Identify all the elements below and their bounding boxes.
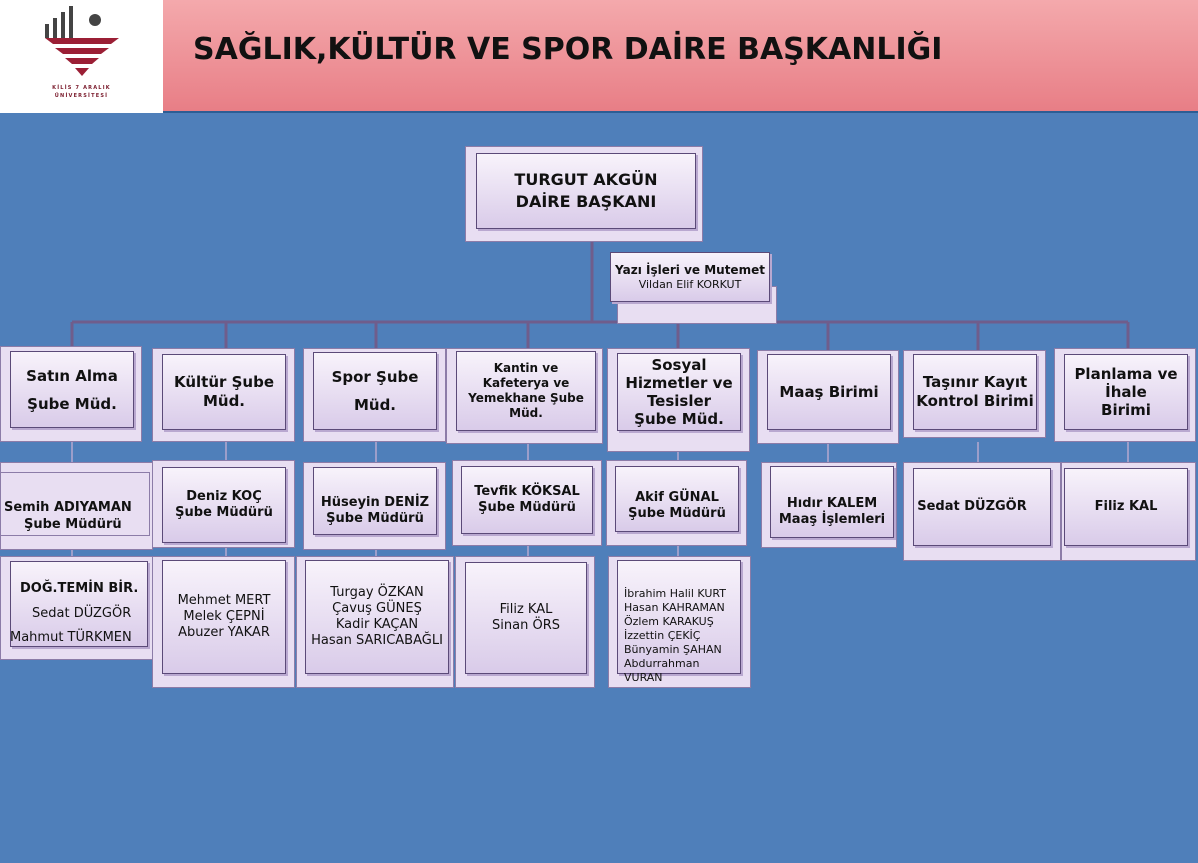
manager-role: Şube Müdürü <box>478 500 576 515</box>
unit-kultur <box>162 354 286 430</box>
staff-unit-title: DOĞ.TEMİN BİR. <box>20 581 139 596</box>
unit-line: Yemekhane Şube <box>468 391 584 405</box>
unit-line: Şube Müd. <box>27 394 117 413</box>
unit-kantin <box>456 351 596 431</box>
unit-line: Spor Şube <box>331 368 419 386</box>
staff-name: Hasan SARICABAĞLI <box>311 633 443 648</box>
manager-box <box>913 468 1051 546</box>
staff-name: Çavuş GÜNEŞ <box>332 601 422 616</box>
secretary-name: Vildan Elif KORKUT <box>638 278 742 291</box>
unit-line: Tesisler <box>646 392 712 410</box>
staff-name: Turgay ÖZKAN <box>330 585 424 600</box>
staff-kantin-box <box>465 562 587 674</box>
manager-name: Tevfik KÖKSAL <box>474 484 580 499</box>
page-title: SAĞLIK,KÜLTÜR VE SPOR DAİRE BAŞKANLIĞI <box>193 32 943 67</box>
staff-name: Abdurrahman <box>624 657 700 670</box>
unit-tasinir <box>913 354 1037 430</box>
unit-line: Taşınır Kayıt <box>922 373 1028 391</box>
staff-name: Bünyamin ŞAHAN <box>624 643 722 656</box>
staff-name: Sedat DÜZGÖR <box>32 606 132 621</box>
manager-box <box>770 466 894 538</box>
manager-box <box>1064 468 1188 546</box>
unit-line: Kantin ve <box>493 361 559 375</box>
unit-spor <box>313 352 437 430</box>
staff-name: Melek ÇEPNİ <box>183 609 265 624</box>
manager-name: Filiz KAL <box>1094 499 1158 514</box>
manager-role: Şube Müdürü <box>175 505 273 520</box>
manager-box <box>461 466 593 534</box>
staff-name: Filiz KAL <box>499 602 553 617</box>
staff-sosyal-list <box>624 587 726 685</box>
manager-box <box>313 467 437 535</box>
unit-line: Kafeterya ve <box>482 376 570 390</box>
manager-box <box>162 467 286 543</box>
secretary-title: Yazı İşleri ve Mutemet <box>615 263 765 277</box>
manager-role: Şube Müdürü <box>326 511 424 526</box>
logo-text-line1: KİLİS 7 ARALIK <box>52 85 111 91</box>
manager-name: Akif GÜNAL <box>635 490 719 505</box>
unit-line: Müd. <box>202 392 246 410</box>
manager-name: Deniz KOÇ <box>186 489 262 504</box>
unit-planlama <box>1064 354 1188 430</box>
staff-name: İbrahim Halil KURT <box>624 587 726 600</box>
staff-name: Mahmut TÜRKMEN <box>10 630 132 645</box>
manager-box <box>615 466 739 532</box>
unit-line: Maaş Birimi <box>779 382 879 401</box>
staff-name: VURAN <box>624 671 663 684</box>
manager-name: Semih ADIYAMAN <box>4 500 132 515</box>
manager-role: Şube Müdürü <box>24 517 122 532</box>
staff-name: Hasan KAHRAMAN <box>624 601 725 614</box>
unit-line: Planlama ve <box>1074 365 1178 383</box>
manager-name: Hıdır KALEM <box>786 496 878 511</box>
unit-sosyal <box>617 353 741 431</box>
staff-spor-box <box>305 560 449 674</box>
staff-name: İzzettin ÇEKİÇ <box>624 629 701 642</box>
manager-name: Hüseyin DENİZ <box>320 495 430 510</box>
director-title: DAİRE BAŞKANI <box>515 192 657 211</box>
logo-text-line2: ÜNİVERSİTESİ <box>54 93 109 99</box>
unit-line: Şube Müd. <box>634 410 724 428</box>
unit-line: Birimi <box>1101 401 1151 419</box>
unit-line: Kültür Şube <box>173 373 275 391</box>
manager-name: Sedat DÜZGÖR <box>917 499 1027 514</box>
staff-kultur-box <box>162 560 286 674</box>
unit-satin-alma <box>10 351 134 428</box>
staff-name: Kadir KAÇAN <box>335 617 419 632</box>
unit-line: Müd. <box>353 396 397 414</box>
unit-line: Müd. <box>509 406 543 420</box>
director-name: TURGUT AKGÜN <box>514 170 658 189</box>
staff-name: Mehmet MERT <box>177 593 271 608</box>
staff-name: Sinan ÖRS <box>492 618 560 633</box>
unit-line: Hizmetler ve <box>625 374 733 392</box>
unit-line: İhale <box>1105 383 1147 401</box>
manager-role: Maaş İşlemleri <box>778 512 886 527</box>
director-box <box>476 153 696 229</box>
manager-role: Şube Müdürü <box>628 506 726 521</box>
unit-line: Sosyal <box>651 356 707 374</box>
unit-maas <box>767 354 891 430</box>
staff-name: Özlem KARAKUŞ <box>624 615 714 628</box>
unit-line: Satın Alma <box>26 366 118 385</box>
secretary-box <box>610 252 770 302</box>
staff-name: Abuzer YAKAR <box>178 625 270 640</box>
unit-line: Kontrol Birimi <box>916 392 1034 410</box>
